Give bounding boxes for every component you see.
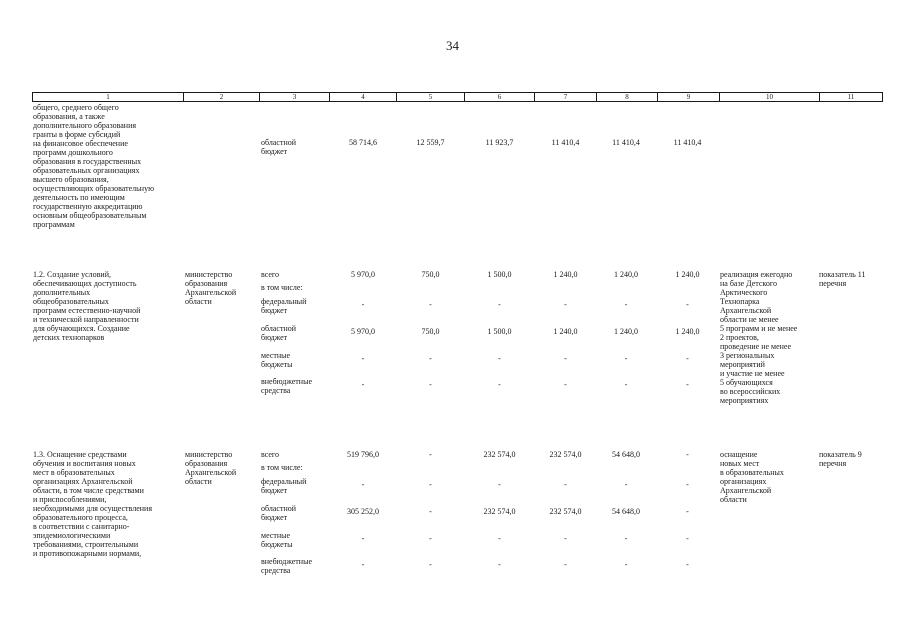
funding-source-label: местные бюджеты <box>261 531 293 549</box>
header-col-9: 9 <box>658 93 720 101</box>
funding-source-label: федеральный бюджет <box>261 297 307 315</box>
funding-value-col8: - <box>624 354 628 363</box>
funding-source-label: областной бюджет <box>261 504 297 522</box>
header-col-11: 11 <box>847 93 855 101</box>
funding-value-col7: - <box>564 300 567 309</box>
funding-value-col5: - <box>429 354 432 363</box>
funding-value-col4: - <box>361 480 365 489</box>
header-col-10: 10 <box>720 93 820 101</box>
funding-value-col8: 54 648,0 <box>612 450 640 459</box>
funding-value-col6: - <box>498 380 501 389</box>
funding-value-col7: - <box>564 380 567 389</box>
funding-value-col8: - <box>624 480 628 489</box>
row1-executor: министерство образования Архангельской области <box>185 270 237 306</box>
header-col-2: 2 <box>184 93 260 101</box>
funding-value-col8: - <box>624 534 628 543</box>
funding-value-col9: - <box>686 534 689 543</box>
funding-value-col7: - <box>564 480 567 489</box>
funding-value-col4: - <box>361 560 365 569</box>
funding-value-col9: - <box>686 354 689 363</box>
funding-value-col4: 519 796,0 <box>347 450 379 459</box>
header-col-3: 3 <box>260 93 330 101</box>
funding-value-col9: - <box>686 450 689 459</box>
header-col-1: 1 <box>33 93 184 101</box>
funding-value-col7: 232 574,0 <box>549 507 582 516</box>
funding-source-label: внебюджетные средства <box>261 377 312 395</box>
funding-value-col4: 305 252,0 <box>347 507 379 516</box>
funding-value-col6: - <box>498 354 501 363</box>
header-col-5: 5 <box>397 93 465 101</box>
funding-value-col5: - <box>429 480 432 489</box>
funding-value-col6: 232 574,0 <box>483 507 516 516</box>
funding-source-label: всего <box>261 450 280 459</box>
funding-value-col4: 5 970,0 <box>351 327 375 336</box>
funding-value-col9: 1 240,0 <box>675 270 700 279</box>
funding-value-col7: 1 240,0 <box>553 270 578 279</box>
funding-value-col5: - <box>429 450 432 459</box>
funding-value-col8: - <box>624 380 628 389</box>
header-col-7: 7 <box>535 93 597 101</box>
funding-value-col6: 1 500,0 <box>487 327 512 336</box>
funding-value-col4: - <box>361 300 365 309</box>
funding-source-label: всего <box>261 270 280 279</box>
header-col-4: 4 <box>330 93 397 101</box>
funding-value-col4: - <box>361 534 365 543</box>
row0-value-col5: 12 559,7 <box>416 138 445 147</box>
funding-source-label: федеральный бюджет <box>261 477 307 495</box>
funding-value-col4: 5 970,0 <box>351 270 375 279</box>
funding-source-label: областной бюджет <box>261 324 297 342</box>
funding-value-col7: 1 240,0 <box>553 327 578 336</box>
funding-value-col9: - <box>686 380 689 389</box>
row1-indicator: показатель 11 перечня <box>819 270 866 288</box>
row0-value-col7: 11 410,4 <box>551 138 580 147</box>
funding-value-col8: 54 648,0 <box>612 507 640 516</box>
row0-value-col9: 11 410,4 <box>673 138 702 147</box>
funding-value-col9: 1 240,0 <box>675 327 700 336</box>
row0-value-col8: 11 410,4 <box>612 138 640 147</box>
funding-value-col5: - <box>429 380 432 389</box>
row1-description: 1.2. Создание условий, обеспечивающих доступность дополнительных общеобразовательных программ естественно-научной и технической направленности для обучающихся. Создание детских технопарков <box>33 270 141 342</box>
row0-source: областной бюджет <box>261 138 297 156</box>
funding-value-col5: - <box>429 560 432 569</box>
funding-value-col6: - <box>498 480 501 489</box>
row0-value-col4: 58 714,6 <box>349 138 377 147</box>
header-col-6: 6 <box>465 93 535 101</box>
funding-value-col5: - <box>429 507 432 516</box>
funding-value-col5: - <box>429 300 432 309</box>
funding-value-col4: - <box>361 380 365 389</box>
funding-value-col6: - <box>498 560 501 569</box>
funding-value-col7: - <box>564 354 567 363</box>
funding-value-col4: - <box>361 354 365 363</box>
funding-value-col5: - <box>429 534 432 543</box>
table-header <box>32 92 883 102</box>
row2-executor: министерство образования Архангельской области <box>185 450 237 486</box>
funding-value-col6: - <box>498 300 501 309</box>
row2-description: 1.3. Оснащение средствами обучения и воспитания новых мест в образовательных организациях Архангельской области, в том числе средствами и приспособлениями, необходимыми для осуществления образовательного процесса, в соответствии с санитарно- эпидемиологическими требованиями, строительными и противопожарными нормами, <box>33 450 152 558</box>
funding-value-col9: - <box>686 300 689 309</box>
funding-source-label: местные бюджеты <box>261 351 293 369</box>
funding-value-col9: - <box>686 480 689 489</box>
row0-description: общего, среднего общего образования, а также дополнительного образования гранты в форме субсидий на финансовое обеспечение программ дошкольного образования в государственных образовательных организациях высшего образования, осуществляющих образовательную деятельность по имеющим государственную аккредитацию основным общеобразовательным программам <box>33 103 155 229</box>
row2-indicator: показатель 9 перечня <box>819 450 862 468</box>
funding-value-col9: - <box>686 560 689 569</box>
funding-value-col8: - <box>624 560 628 569</box>
funding-value-col8: 1 240,0 <box>614 327 638 336</box>
funding-value-col5: 750,0 <box>421 270 440 279</box>
funding-value-col9: - <box>686 507 689 516</box>
funding-source-label: в том числе: <box>261 463 303 472</box>
funding-value-col7: 232 574,0 <box>549 450 582 459</box>
funding-value-col6: - <box>498 534 501 543</box>
funding-value-col6: 232 574,0 <box>483 450 516 459</box>
funding-value-col6: 1 500,0 <box>487 270 512 279</box>
funding-value-col8: - <box>624 300 628 309</box>
funding-source-label: внебюджетные средства <box>261 557 312 575</box>
row1-result: реализация ежегодно на базе Детского Арктического Технопарка Архангельской области не менее 5 программ и не менее 2 проектов, проведение не менее 3 региональных мероприятий и участие не менее 5 обучающихся во всероссийских мероприятиях <box>720 270 798 405</box>
funding-value-col7: - <box>564 560 567 569</box>
funding-value-col7: - <box>564 534 567 543</box>
row2-result: оснащение новых мест в образовательных организациях Архангельской области <box>720 450 784 504</box>
row0-value-col6: 11 923,7 <box>485 138 514 147</box>
funding-value-col8: 1 240,0 <box>614 270 638 279</box>
funding-source-label: в том числе: <box>261 283 303 292</box>
page-number: 34 <box>446 38 459 53</box>
header-col-8: 8 <box>597 93 658 101</box>
funding-value-col5: 750,0 <box>421 327 440 336</box>
